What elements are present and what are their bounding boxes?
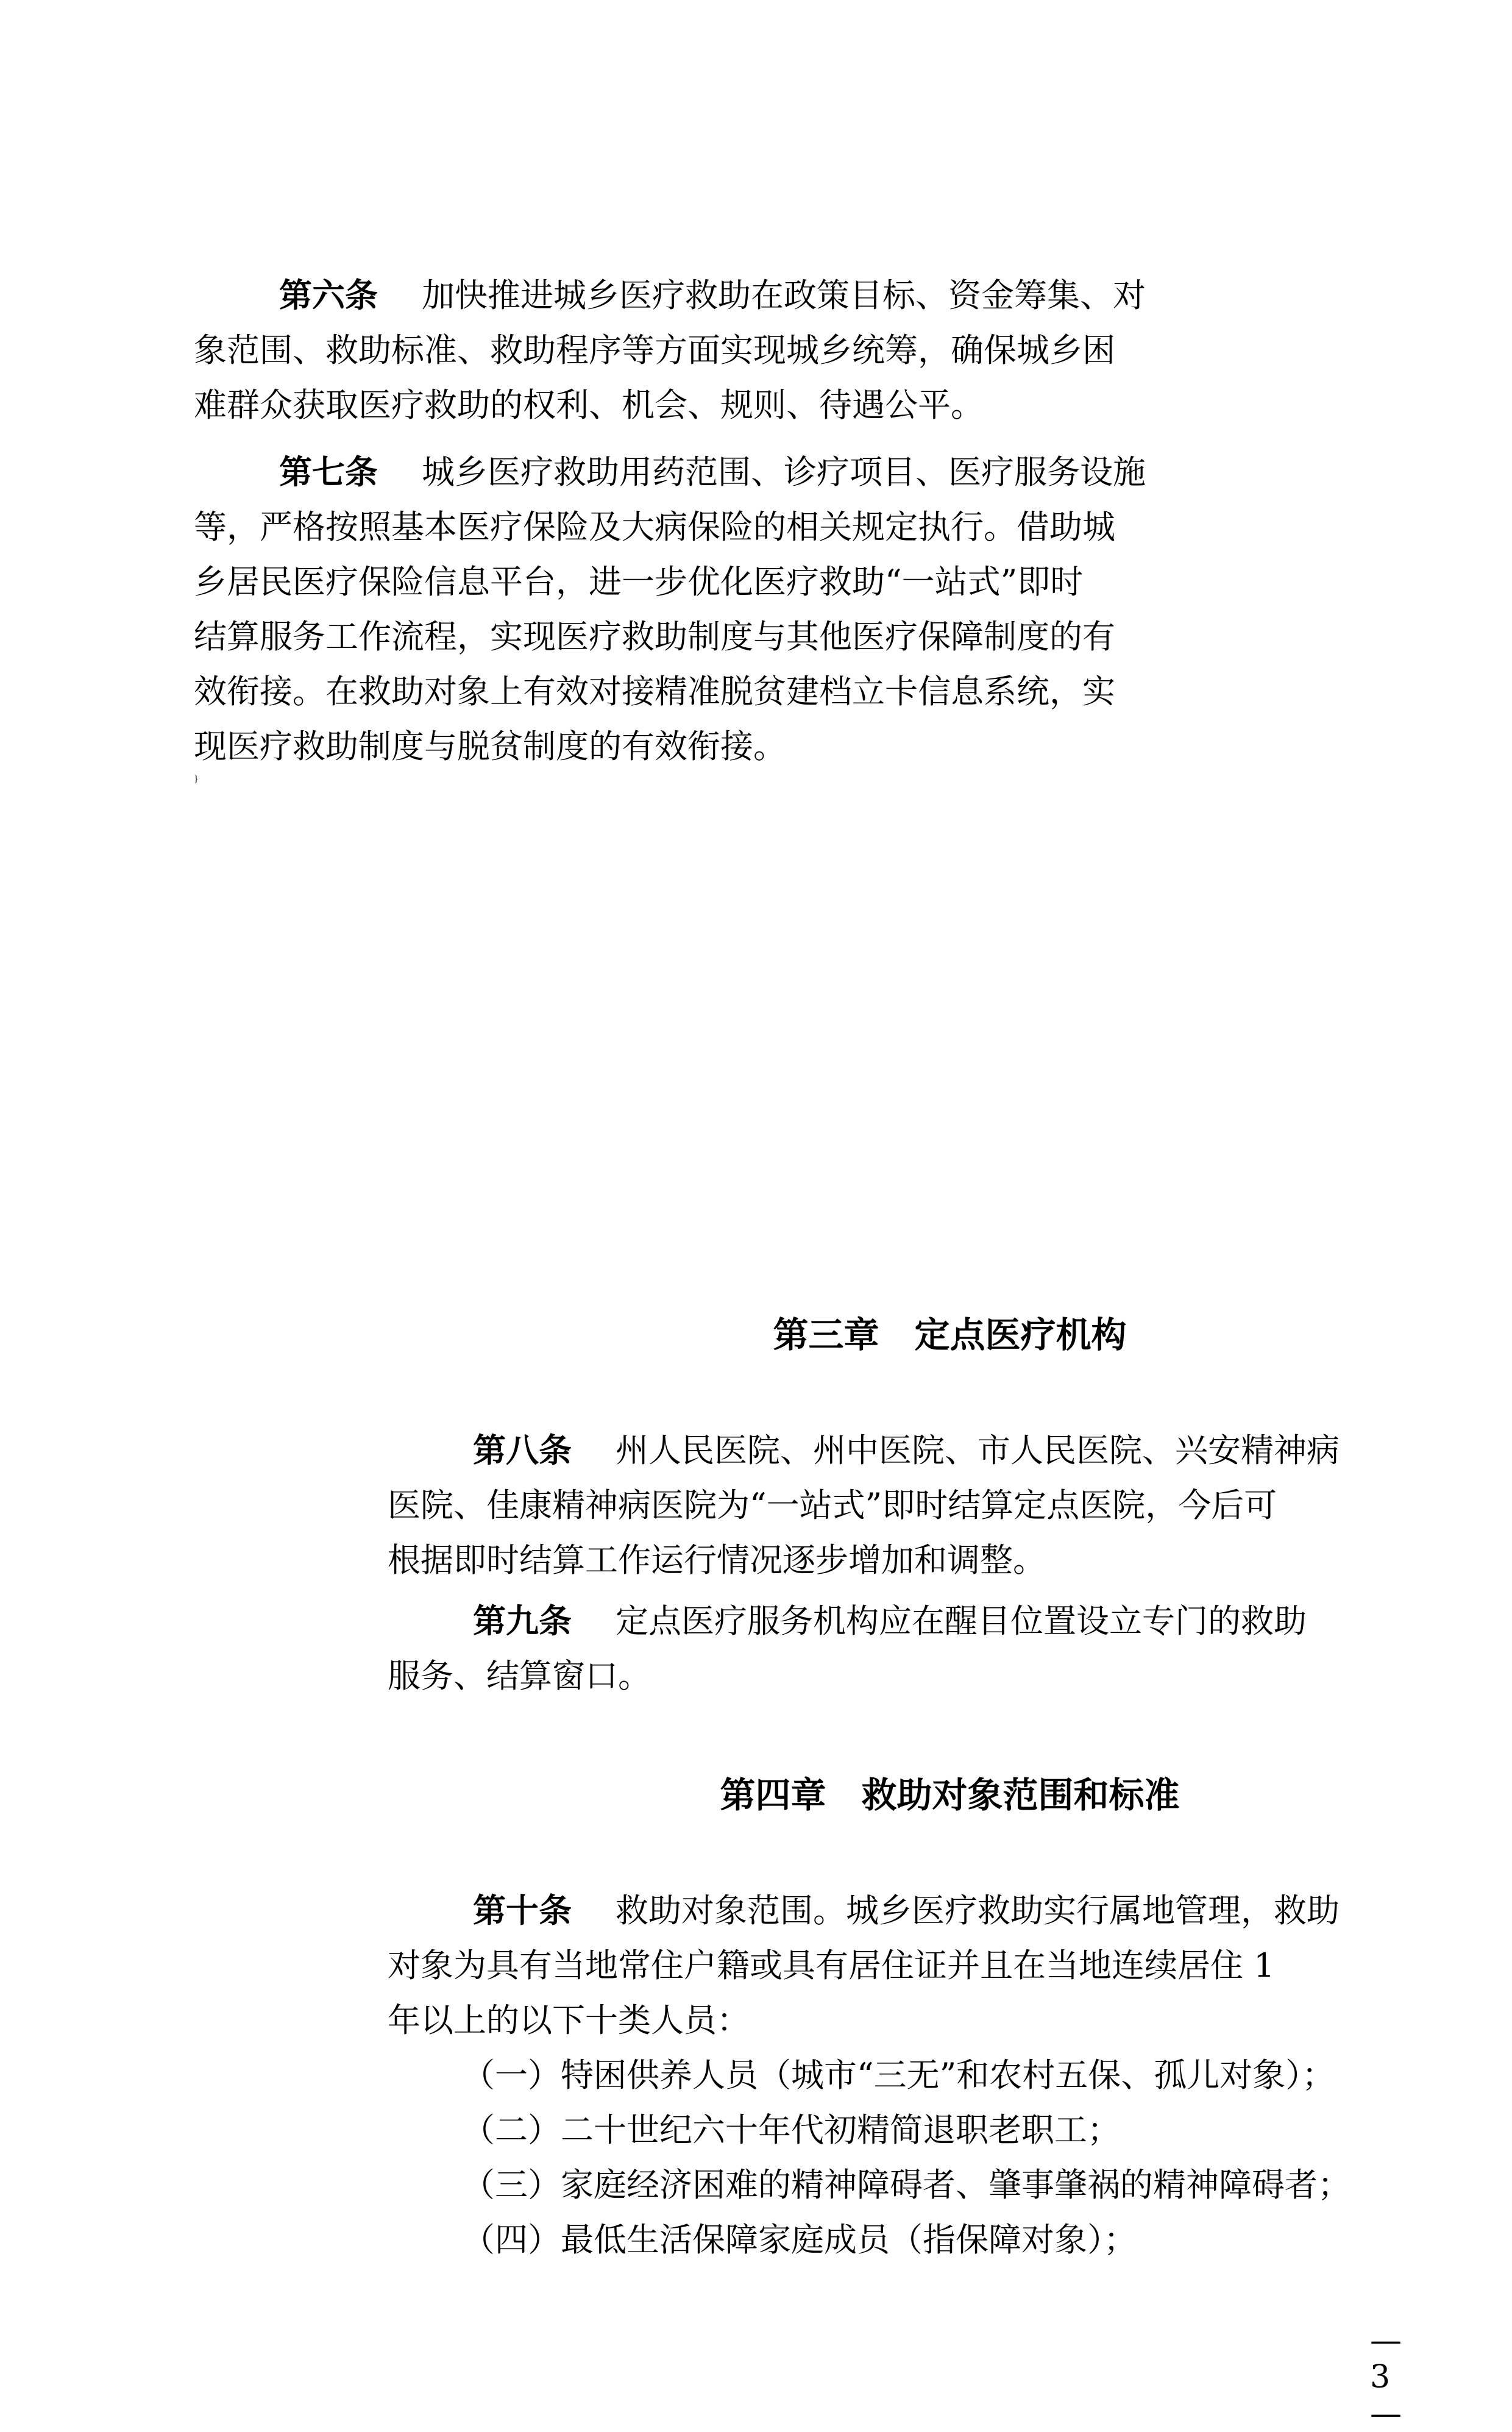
article-8-line-1: 第八条 州人民医院、州中医院、市人民医院、兴安精神病 bbox=[388, 1423, 1512, 1478]
article-6-line-1: 第六条 加快推进城乡医疗救助在政策目标、资金筹集、对 bbox=[194, 268, 1327, 323]
article-6-title: 第六条 bbox=[279, 276, 378, 315]
article-9-title: 第九条 bbox=[473, 1602, 572, 1640]
article-7-title: 第七条 bbox=[279, 453, 378, 491]
article-9-line-2: 服务、结算窗口。 bbox=[388, 1657, 651, 1695]
list-item: （二）二十世纪六十年代初精简退职老职工； bbox=[462, 2111, 1120, 2149]
article-10-line-1: 第十条 救助对象范围。城乡医疗救助实行属地管理，救助 bbox=[388, 1883, 1512, 1938]
page-number: —3— bbox=[1370, 2322, 1402, 2432]
article-7-line-3: 乡居民医疗保险信息平台，进一步优化医疗救助“一站式”即时 bbox=[194, 563, 1084, 601]
article-6 bbox=[194, 268, 1327, 433]
article-9-line-1: 第九条 定点医疗服务机构应在醒目位置设立专门的救助 bbox=[388, 1594, 1512, 1649]
article-8-title: 第八条 bbox=[473, 1431, 572, 1470]
chapter-4-heading: 第四章 救助对象范围和标准 bbox=[720, 1774, 1180, 1816]
article-7-line-5: 效衔接。在救助对象上有效对接精准脱贫建档立卡信息系统，实 bbox=[194, 672, 1115, 711]
article-6-line-2: 象范围、救助标准、救助程序等方面实现城乡统筹，确保城乡困 bbox=[194, 331, 1115, 369]
article-7: 第七条 城乡医疗救助用药范围、诊疗项目、医疗服务设施 等，严格按照基本医疗保险及大病保险的相关规定执行。借助城 乡居民医疗保险信息平台，进一步优化医疗救助“一站式”即时 结算服务工作流程，实现医疗救助制度与其他医疗保障制度的有 效衔接。在救助对象上有效对接精准脱贫建档立卡信息系统，实 现医疗救助制度与脱贫制度的有效衔接。 } 第三章 定点医疗机构 第八条 州人民医院、州中医院、市人民医院、兴安精神病 医院、佳康精神病医院为“一站式”即时结算定点医院，今后可 根据即时结算工作运行情况逐步增加和调整。 第九条 定点医疗服务机构应在醒目位置设立专门的救助 服务、结算窗口。 第四章 救助对象范围和标准 第十条 救助对象范围。城乡医疗救助实行属地管理，救助 对象为具有当地常住户籍或具有居住证并且在当地连续居住 1 年以上的以下十类人员： （一）特困供养人员（城市“三无”和农村五保、孤儿对象）； （二）二十世纪六十年代初精简退职老职工； （三）家庭经济困难的精神障碍者、肇事肇祸的精神障碍者； （四）最低生活保障家庭成员（指保障对象）； —3— bbox=[194, 445, 1327, 785]
article-7-line-2: 等，严格按照基本医疗保险及大病保险的相关规定执行。借助城 bbox=[194, 508, 1115, 546]
list-item: （三）家庭经济困难的精神障碍者、肇事肇祸的精神障碍者； bbox=[462, 2166, 1351, 2204]
article-8 bbox=[388, 1423, 1512, 1588]
article-10 bbox=[388, 1883, 1512, 2048]
item-list bbox=[462, 2048, 1512, 2267]
list-item: （一）特困供养人员（城市“三无”和农村五保、孤儿对象）； bbox=[462, 2056, 1335, 2094]
article-7-line-1: 第七条 城乡医疗救助用药范围、诊疗项目、医疗服务设施 bbox=[194, 445, 1327, 500]
list-item: （四）最低生活保障家庭成员（指保障对象）； bbox=[462, 2220, 1137, 2259]
article-10-title: 第十条 bbox=[473, 1891, 572, 1930]
article-10-line-2: 对象为具有当地常住户籍或具有居住证并且在当地连续居住 1 bbox=[388, 1946, 1275, 1985]
article-8-line-2: 医院、佳康精神病医院为“一站式”即时结算定点医院，今后可 bbox=[388, 1486, 1277, 1524]
article-7-line-4: 结算服务工作流程，实现医疗救助制度与其他医疗保障制度的有 bbox=[194, 617, 1115, 656]
article-8-line-3: 根据即时结算工作运行情况逐步增加和调整。 bbox=[388, 1541, 1046, 1579]
article-6-line-3: 难群众获取医疗救助的权利、机会、规则、待遇公平。 bbox=[194, 386, 984, 424]
article-7-line-6: 现医疗救助制度与脱贫制度的有效衔接。 bbox=[194, 727, 786, 766]
article-10-line-3: 年以上的以下十类人员： bbox=[388, 2001, 750, 2039]
chapter-3-heading: 第三章 定点医疗机构 bbox=[773, 1314, 1127, 1356]
article-9 bbox=[388, 1594, 1512, 1704]
